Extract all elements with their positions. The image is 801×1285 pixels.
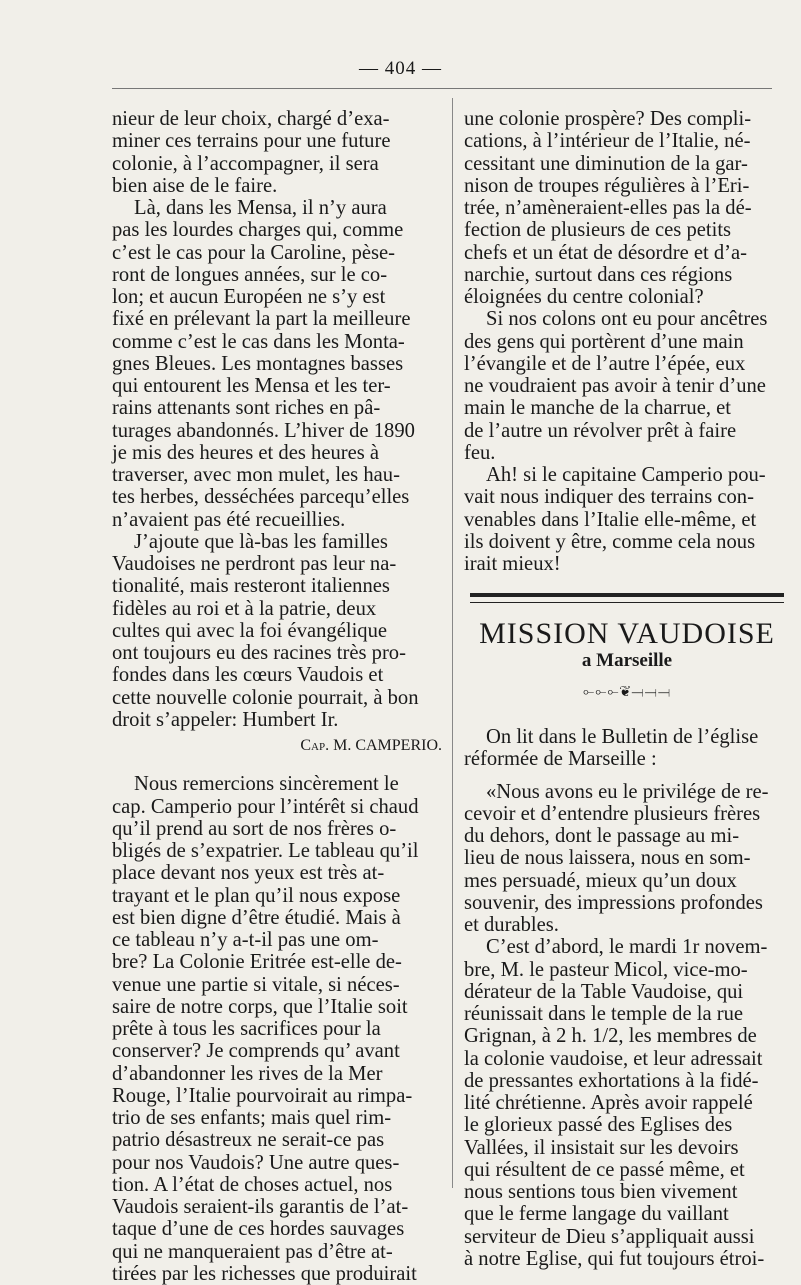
text-line: cap. Camperio pour l’intérêt si chaud <box>112 795 419 818</box>
text-line: vait nous indiquer des terrains con- <box>464 486 754 509</box>
text-line: souvenir, des impressions profondes <box>464 891 763 914</box>
text-line: cations, à l’intérieur de l’Italie, né- <box>464 130 751 153</box>
section-title: MISSION VAUDOISE <box>479 617 775 651</box>
text-line: rains attenants sont riches en pâ- <box>112 397 381 420</box>
text-line: pour nos Vaudois? Une autre ques- <box>112 1151 400 1174</box>
text-line: fondes dans les cœurs Vaudois et <box>112 664 384 687</box>
text-line: Vaudois seraient-ils garantis de l’at- <box>112 1196 409 1218</box>
text-line: que le ferme langage du vaillant <box>464 1203 729 1226</box>
text-line: lieu de nous laissera, nous en som- <box>464 847 751 870</box>
text-line: turages abandonnés. L’hiver de 1890 <box>112 419 415 442</box>
text-line: Nous remercions sincèrement le <box>134 773 399 796</box>
text-line: bre? La Colonie Eritrée est-elle de- <box>112 951 402 974</box>
text-line: taque d’une de ces hordes sauvages <box>112 1218 405 1241</box>
right-column <box>464 108 790 1270</box>
text-line: feu. <box>464 441 496 464</box>
text-line: saire de notre corps, que l’Italie soit <box>112 995 408 1018</box>
text-line: nison de troupes régulières à l’Eri- <box>464 174 750 197</box>
text-line: «Nous avons eu le privilége de re- <box>486 780 769 803</box>
text-line: l’évangile et de l’autre l’épée, eux <box>464 352 746 375</box>
text-line: Ah! si le capitaine Camperio pou- <box>486 464 766 486</box>
text-line: des gens qui portèrent d’une main <box>464 330 744 353</box>
text-line: trée, n’amèneraient-elles pas la dé- <box>464 197 752 219</box>
paragraph <box>464 726 790 771</box>
page-number: — 404 — <box>359 58 442 79</box>
text-line: Vaudoises ne perdront pas leur na- <box>112 553 397 575</box>
text-line: main le manche de la charrue, et <box>464 397 732 420</box>
text-line: cette nouvelle colonie pourrait, à bon <box>112 686 419 709</box>
text-line: est bien digne d’être étudié. Mais à <box>112 906 401 929</box>
text-line: bien aise de le faire. <box>112 174 278 197</box>
text-line: nous sentions tous bien vivement <box>464 1181 738 1203</box>
text-line: C’est d’abord, le mardi 1r novem- <box>486 936 768 959</box>
text-line: ront de longues années, sur le co- <box>112 263 388 286</box>
text-line: patrio désastreux ne serait-ce pas <box>112 1129 385 1152</box>
text-line: qui entourent les Mensa et les ter- <box>112 375 391 397</box>
text-line: irait mieux! <box>464 553 561 575</box>
text-line: ils doivent y être, comme cela nous <box>464 530 756 553</box>
paragraph <box>464 464 790 575</box>
column-divider <box>452 98 453 1188</box>
text-line: tion. A l’état de choses actuel, nos <box>112 1173 393 1196</box>
paragraph <box>112 108 442 197</box>
text-line: tes herbes, desséchées parcequ’elles <box>112 486 410 509</box>
text-line: à notre Eglise, qui fut toujours étroi- <box>464 1247 765 1270</box>
text-line: venables dans l’Italie elle-même, et <box>464 508 757 531</box>
text-line: trayant et le plan qu’il nous expose <box>112 884 401 907</box>
left-column <box>112 108 442 1285</box>
text-line: Là, dans les Mensa, il n’y aura <box>134 197 387 219</box>
signature-text: Cap. M. CAMPERIO. <box>300 737 442 754</box>
text-line: pas les lourdes charges qui, comme <box>112 219 404 242</box>
text-line: réformée de Marseille : <box>464 748 657 771</box>
text-line: lité chrétienne. Après avoir rappelé <box>464 1092 753 1114</box>
paragraph <box>112 531 442 731</box>
text-line: place devant nos yeux est très at- <box>112 862 385 885</box>
text-line: traverser, avec mon mulet, les hau- <box>112 464 400 486</box>
text-line: de l’autre un révolver prêt à faire <box>464 419 737 442</box>
text-line: conserver? Je comprends qu’ avant <box>112 1040 400 1063</box>
text-line: mes persuadé, mieux qu’un doux <box>464 869 737 892</box>
text-line: Si nos colons ont eu pour ancêtres <box>486 308 768 331</box>
text-line: n’avaient pas été recueillies. <box>112 508 346 531</box>
paragraph <box>464 936 790 1270</box>
text-line: nieur de leur choix, chargé d’exa- <box>112 108 390 130</box>
text-line: qui ne manqueraient pas d’être at- <box>112 1240 393 1263</box>
text-line: réunissait dans le temple de la rue <box>464 1003 744 1025</box>
text-line: comme c’est le cas dans les Monta- <box>112 330 405 353</box>
text-line: J’ajoute que là-bas les familles <box>134 530 388 553</box>
text-line: c’est le cas pour la Caroline, pèse- <box>112 241 396 264</box>
text-line: bligés de s’expatrier. Le tableau qu’il <box>112 840 419 862</box>
text-line: éloignées du centre colonial? <box>464 286 704 308</box>
text-line: fection de plusieurs de ces petits <box>464 219 732 242</box>
paragraph <box>112 197 442 531</box>
text-line: On lit dans le Bulletin de l’église <box>486 726 759 748</box>
spacer <box>464 771 790 781</box>
text-line: miner ces terrains pour une future <box>112 130 391 153</box>
text-line: Rouge, l’Italie pourvoirait au rimpa- <box>112 1084 413 1107</box>
text-line: fidèles au roi et à la patrie, deux <box>112 597 377 620</box>
text-line: je mis des heures et des heures à <box>112 441 380 464</box>
text-line: venue une partie si vitale, si néces- <box>112 973 400 996</box>
paragraph <box>112 773 442 1285</box>
text-line: dérateur de la Table Vaudoise, qui <box>464 980 744 1003</box>
text-line: gnes Bleues. Les montagnes basses <box>112 352 404 375</box>
paragraph <box>464 781 790 937</box>
top-rule <box>112 88 772 89</box>
text-line: chefs et un état de désordre et d’a- <box>464 241 748 264</box>
text-line: du dehors, dont le passage au mi- <box>464 825 740 847</box>
text-line: cessitant une diminution de la gar- <box>464 152 748 175</box>
text-line: de pressantes exhortations à la fidé- <box>464 1069 759 1092</box>
text-line: serviteur de Dieu s’appliquait aussi <box>464 1225 755 1248</box>
text-line: qu’il prend au sort de nos frères o- <box>112 817 397 840</box>
spacer <box>112 759 442 773</box>
section-subtitle: a Marseille <box>581 649 673 671</box>
text-line: ont toujours eu des racines très pro- <box>112 642 406 664</box>
text-line: cevoir et d’entendre plusieurs frères <box>464 802 761 825</box>
text-line: tionalité, mais resteront italiennes <box>112 575 390 598</box>
text-line: fixé en prélevant la part la meilleure <box>112 308 411 331</box>
text-line: Vallées, il insistait sur les devoirs <box>464 1136 739 1159</box>
text-line: Grignan, à 2 h. 1/2, les membres de <box>464 1025 757 1048</box>
text-line: lon; et aucun Européen ne s’y est <box>112 286 386 308</box>
text-line: trio de ses enfants; mais quel rim- <box>112 1107 392 1129</box>
text-line: le glorieux passé des Eglises des <box>464 1114 733 1137</box>
text-line: ne voudraient pas avoir à tenir d’une <box>464 375 766 397</box>
text-line: droit s’appeler: Humbert Ir. <box>112 708 339 731</box>
text-line: une colonie prospère? Des compli- <box>464 108 752 130</box>
text-line: d’abandonner les rives de la Mer <box>112 1062 383 1085</box>
text-line: tirées par les richesses que produirait <box>112 1262 417 1285</box>
text-line: prête à tous les sacrifices pour la <box>112 1018 381 1040</box>
text-line: ce tableau n’y a-t-il pas une om- <box>112 929 379 951</box>
paragraph <box>464 308 790 464</box>
text-line: et durables. <box>464 914 559 936</box>
text-line: qui résultent de ce passé même, et <box>464 1158 745 1181</box>
text-line: la colonie vaudoise, et leur adressait <box>464 1047 763 1070</box>
text-line: cultes qui avec la foi évangélique <box>112 619 388 642</box>
section-rule <box>470 593 784 603</box>
text-line: narchie, surtout dans ces régions <box>464 263 733 286</box>
ornament: ⟜⟜⟜❦⟞⟞⟞ <box>583 684 671 700</box>
text-line: bre, M. le pasteur Micol, vice-mo- <box>464 958 748 981</box>
text-line: colonie, à l’accompagner, il sera <box>112 152 379 175</box>
paragraph <box>464 108 790 308</box>
signature <box>112 735 442 757</box>
